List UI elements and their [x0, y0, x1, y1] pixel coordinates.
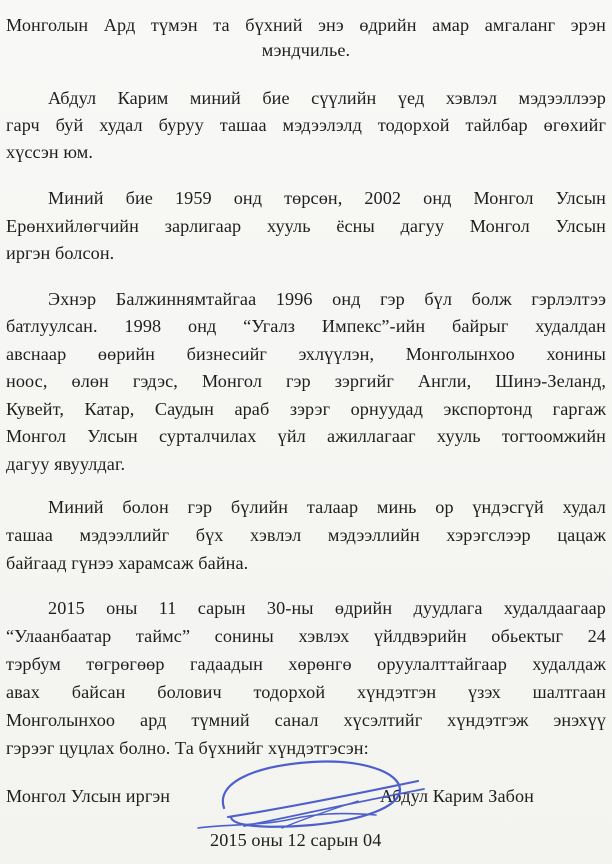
paragraph-5-line-1: 2015 оны 11 сарын 30-ны өдрийн дуудлага худалдаагаар — [48, 598, 606, 618]
signature-left-label: Монгол Улсын иргэн — [6, 786, 171, 806]
letter-title-line-2: мэндчилье. — [261, 40, 351, 60]
paragraph-4-line-1: Миний болон гэр бүлийн талаар минь ор үндэсгүй худал — [48, 497, 606, 517]
paragraph-2-line-3: иргэн болсон. — [6, 243, 115, 263]
paragraph-3-line-3: авснаар өөрийн бизнесийг эхлүүлэн, Монголынхоо хонины — [6, 344, 606, 364]
paragraph-3-line-6: Монгол Улсын сурталчилах үйл ажиллагааг хууль тогтоомжийн — [6, 426, 606, 446]
paragraph-4-line-3: байгаад гүнээ харамсаж байна. — [6, 553, 249, 573]
paragraph-1-line-2: гарч буй худал буруу ташаа мэдээлэлд тодорхой тайлбар өгөхийг — [6, 115, 606, 135]
paragraph-3-line-1: Эхнэр Балжиннямтайгаа 1996 онд гэр бүл болж гэрлэлтээ — [48, 289, 606, 309]
paragraph-5-line-2: “Улаанбаатар таймс” сонины хэвлэх үйлдвэрийн обьектыг 24 — [6, 626, 606, 646]
letter-date: 2015 оны 12 сарын 04 — [210, 830, 382, 850]
paragraph-4-line-2: ташаа мэдээллийг бүх хэвлэл мэдээллийн хэрэгслээр цацаж — [6, 525, 606, 545]
letter-title-line-1: Монголын Ард түмэн та бүхний энэ өдрийн амар амгаланг эрэн — [6, 15, 606, 35]
paragraph-2-line-1: Миний бие 1959 онд төрсөн, 2002 онд Монгол Улсын — [48, 188, 606, 208]
paragraph-3-line-7: дагуу явуулдаг. — [6, 454, 126, 474]
paragraph-3-line-2: батлуулсан. 1998 онд “Угалз Импекс”-ийн байрыг худалдан — [6, 316, 606, 336]
paragraph-3-line-4: ноос, өлөн гэдэс, Монгол гэр зэргийг Англи, Шинэ-Зеланд, — [6, 371, 606, 391]
paragraph-3-line-5: Кувейт, Катар, Саудын араб зэрэг орнуудад экспортонд гаргаж — [6, 399, 606, 419]
signature-right-label: Абдул Карим Забон — [380, 786, 534, 806]
paragraph-5-line-6: гэрээг цуцлах болно. Та бүхнийг хүндэтгэсэн: — [6, 738, 369, 758]
paragraph-5-line-4: авах байсан болович тодорхой хүндэтгэн үзэх шалтгаан — [6, 682, 606, 702]
paragraph-5-line-3: тэрбум төгрөгөөр гадаадын хөрөнгө оруулалттайгаар худалдаж — [6, 654, 606, 674]
paragraph-1-line-1: Абдул Карим миний бие сүүлийн үед хэвлэл мэдээллээр — [48, 88, 606, 108]
paragraph-5-line-5: Монголынхоо ард түмний санал хүсэлтийг хүндэтгэж энэхүү — [6, 710, 606, 730]
paragraph-1-line-3: хүссэн юм. — [6, 142, 94, 162]
paragraph-2-line-2: Ерөнхийлөгчийн зарлигаар хууль ёсны дагуу Монгол Улсын — [6, 216, 606, 236]
